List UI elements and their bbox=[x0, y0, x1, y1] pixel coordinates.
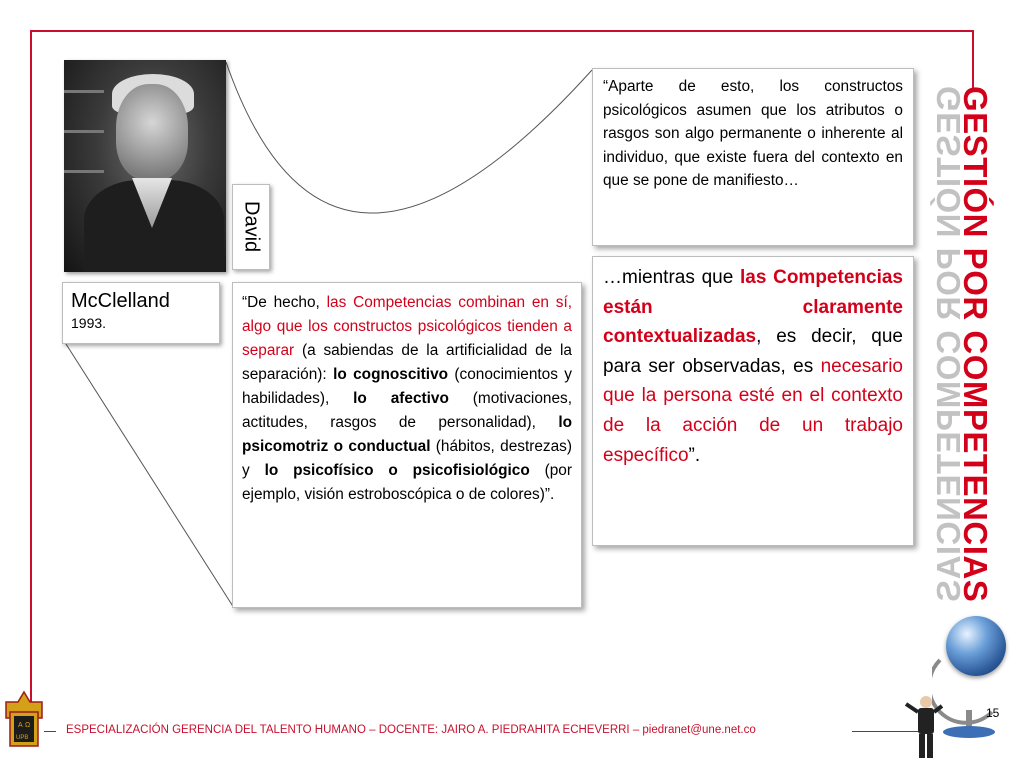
side-title-text: GESTIÓN POR COMPETENCIAS bbox=[957, 86, 994, 603]
quote-right-part: , es decir, que para ser observadas, es bbox=[603, 326, 903, 377]
slide-side-title bbox=[930, 86, 996, 603]
quote-right-part: ”. bbox=[688, 444, 701, 466]
author-year: 1993. bbox=[71, 315, 107, 331]
quote-right-emphasis: necesario que la persona esté en el contexto de la acción de un trabajo específico bbox=[603, 355, 903, 466]
footer-rule-left bbox=[44, 731, 56, 732]
quote-top-box bbox=[592, 68, 914, 246]
quote-center-part: “De hecho, bbox=[242, 294, 327, 311]
quote-right-part: …mientras que bbox=[603, 267, 740, 288]
quote-center-term: lo afectivo bbox=[353, 390, 449, 407]
author-photo bbox=[64, 60, 226, 272]
svg-text:A: A bbox=[18, 722, 23, 729]
quote-center-term: lo cognoscitivo bbox=[333, 366, 449, 383]
quote-center-box bbox=[232, 282, 582, 608]
quote-center-part: (hábitos, destrezas) y bbox=[242, 438, 572, 479]
globe-icon bbox=[946, 616, 1006, 676]
side-title-reflection: GESTIÓN POR COMPETENCIAS bbox=[930, 86, 967, 603]
quote-center-term: lo psicofísico o psicofisiológico bbox=[264, 462, 530, 479]
quote-center-part: (a sabiendas de la artificialidad de la separación): bbox=[242, 342, 572, 383]
svg-text:UPB: UPB bbox=[16, 735, 29, 741]
author-surname: McClelland bbox=[71, 290, 170, 312]
footer-rule-right bbox=[852, 731, 918, 732]
author-name-box bbox=[62, 282, 220, 344]
quote-center-part: (motivaciones, actitudes, rasgos de personalidad), bbox=[242, 390, 572, 431]
quote-center-highlight: las Competencias combinan en sí, algo que los constructos psicológicos tienden a separar bbox=[242, 294, 572, 359]
footer-text: ESPECIALIZACIÓN GERENCIA DEL TALENTO HUMANO – DOCENTE: JAIRO A. PIEDRAHITA ECHEVERRI – piedranet@une.net.co bbox=[66, 724, 756, 736]
quote-top-text: “Aparte de esto, los constructos psicológicos asumen que los atributos o rasgos son algo permanente o inherente al individuo, que existe fuera del contexto en que se pone de manifiesto… bbox=[603, 78, 903, 189]
first-name-label bbox=[232, 184, 270, 270]
quote-center-part: (conocimientos y habilidades), bbox=[242, 366, 572, 407]
first-name-text: David bbox=[240, 201, 263, 253]
quote-center-term: lo psicomotriz o conductual bbox=[242, 414, 572, 455]
university-logo bbox=[2, 690, 46, 762]
svg-text:Ω: Ω bbox=[25, 722, 31, 729]
quote-right-box bbox=[592, 256, 914, 546]
quote-right-highlight: las Competencias están claramente contextualizadas bbox=[603, 267, 903, 348]
quote-center-part: (por ejemplo, visión estroboscópica o de colores)”. bbox=[242, 462, 572, 503]
slide-number: 15 bbox=[986, 706, 1000, 720]
businessman-icon bbox=[904, 692, 944, 762]
